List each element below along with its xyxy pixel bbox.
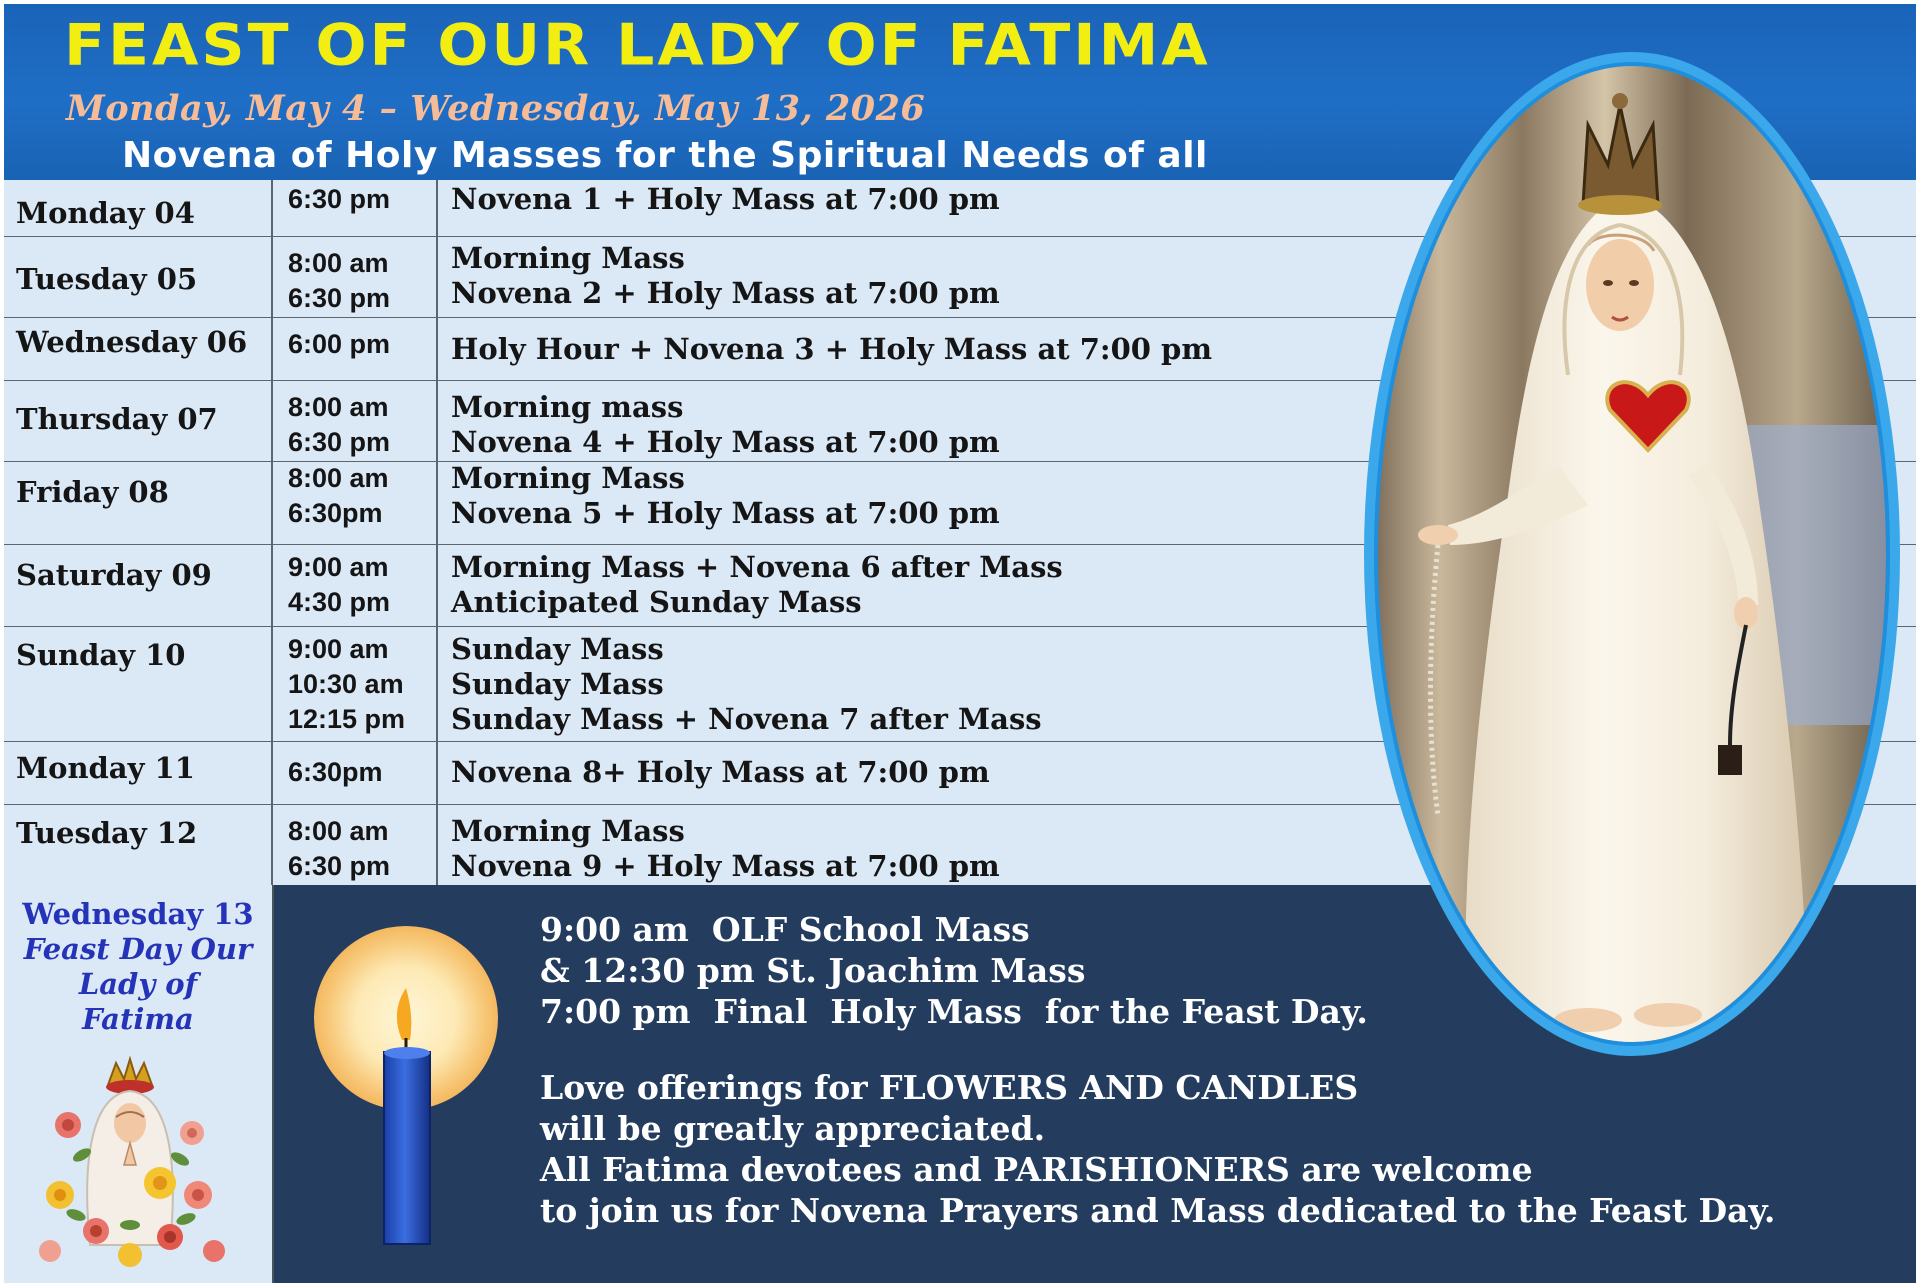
schedule-time: 8:00 am (288, 392, 389, 422)
offering-line: to join us for Novena Prayers and Mass dedicated to the Feast Day. (540, 1191, 1776, 1230)
offering-message (540, 1067, 1775, 1231)
schedule-events (451, 332, 1212, 367)
offering-line: will be greatly appreciated. (540, 1109, 1046, 1148)
schedule-day: Friday 08 (16, 475, 169, 509)
schedule-day: Wednesday 06 (16, 325, 248, 359)
schedule-event: Anticipated Sunday Mass (451, 585, 862, 619)
feast-day-title-line: Feast Day Our (23, 932, 253, 966)
schedule-time: 8:00 am (288, 248, 389, 278)
feast-mass-line: & 12:30 pm St. Joachim Mass (540, 951, 1086, 990)
offering-line: All Fatima devotees and PARISHIONERS are welcome (540, 1150, 1533, 1189)
schedule-event: Sunday Mass + Novena 7 after Mass (451, 702, 1042, 736)
schedule-event: Novena 9 + Holy Mass at 7:00 pm (451, 849, 1000, 883)
table-column-divider (436, 180, 438, 885)
schedule-time: 9:00 am (288, 552, 389, 582)
our-lady-of-fatima-statue-image (1358, 45, 1906, 1063)
schedule-time: 6:30pm (288, 757, 383, 787)
schedule-events (451, 390, 1000, 460)
schedule-event: Morning mass (451, 390, 684, 424)
schedule-events (451, 632, 1042, 737)
feast-day-title-line: Fatima (82, 1002, 194, 1036)
offering-line: Love offerings for FLOWERS AND CANDLES (540, 1068, 1359, 1107)
schedule-times (288, 327, 390, 362)
schedule-time: 12:15 pm (288, 704, 406, 734)
schedule-day: Monday 11 (16, 751, 195, 785)
table-column-divider (271, 180, 273, 885)
subtitle: Novena of Holy Masses for the Spiritual Needs of all (122, 135, 1208, 176)
feast-day-masses (540, 909, 1368, 1032)
schedule-time: 8:00 am (288, 463, 389, 493)
schedule-event: Novena 8+ Holy Mass at 7:00 pm (451, 755, 990, 789)
schedule-time: 10:30 am (288, 669, 404, 699)
schedule-day: Monday 04 (16, 196, 195, 230)
schedule-events (451, 550, 1063, 620)
schedule-times (288, 390, 390, 460)
schedule-day: Tuesday 12 (16, 816, 198, 850)
schedule-event: Morning Mass + Novena 6 after Mass (451, 550, 1063, 584)
schedule-events (451, 461, 1000, 531)
schedule-event: Novena 1 + Holy Mass at 7:00 pm (451, 182, 1000, 216)
schedule-time: 6:30 pm (288, 851, 391, 881)
schedule-event: Morning Mass (451, 241, 685, 275)
schedule-event: Novena 2 + Holy Mass at 7:00 pm (451, 276, 1000, 310)
schedule-event: Morning Mass (451, 461, 685, 495)
schedule-times (288, 461, 389, 531)
schedule-times (288, 814, 390, 884)
schedule-event: Sunday Mass (451, 632, 664, 666)
schedule-time: 6:30 pm (288, 283, 391, 313)
feast-day-date: Wednesday 13 (22, 897, 254, 931)
feast-day-title-line: Lady of (78, 967, 198, 1001)
schedule-times (288, 182, 390, 217)
schedule-events (451, 755, 990, 790)
schedule-time: 6:00 pm (288, 329, 391, 359)
schedule-event: Morning Mass (451, 814, 685, 848)
schedule-time: 6:30 pm (288, 184, 391, 214)
schedule-event: Sunday Mass (451, 667, 664, 701)
schedule-day: Tuesday 05 (16, 262, 198, 296)
schedule-event: Novena 4 + Holy Mass at 7:00 pm (451, 425, 1000, 459)
schedule-time: 9:00 am (288, 634, 389, 664)
schedule-day: Sunday 10 (16, 638, 186, 672)
our-lady-with-roses-image (20, 1055, 240, 1275)
schedule-events (451, 182, 1000, 217)
schedule-times (288, 632, 405, 737)
schedule-time: 6:30 pm (288, 427, 391, 457)
schedule-times (288, 755, 383, 790)
schedule-event: Holy Hour + Novena 3 + Holy Mass at 7:00 pm (451, 332, 1213, 366)
candle-icon (310, 920, 510, 1250)
page-title: FEAST OF OUR LADY OF FATIMA (64, 12, 1211, 79)
date-range: Monday, May 4 – Wednesday, May 13, 2026 (66, 88, 926, 129)
feast-mass-line: 9:00 am OLF School Mass (540, 910, 1030, 949)
schedule-time: 4:30 pm (288, 587, 391, 617)
schedule-time: 6:30pm (288, 498, 383, 528)
schedule-events (451, 241, 1000, 311)
feast-mass-line: 7:00 pm Final Holy Mass for the Feast Day. (540, 992, 1368, 1031)
schedule-times (288, 550, 390, 620)
schedule-time: 8:00 am (288, 816, 389, 846)
schedule-event: Novena 5 + Holy Mass at 7:00 pm (451, 496, 1000, 530)
schedule-day: Thursday 07 (16, 402, 218, 436)
schedule-day: Saturday 09 (16, 558, 212, 592)
feast-day-label (4, 897, 272, 1037)
schedule-events (451, 814, 1000, 884)
schedule-times (288, 246, 390, 316)
